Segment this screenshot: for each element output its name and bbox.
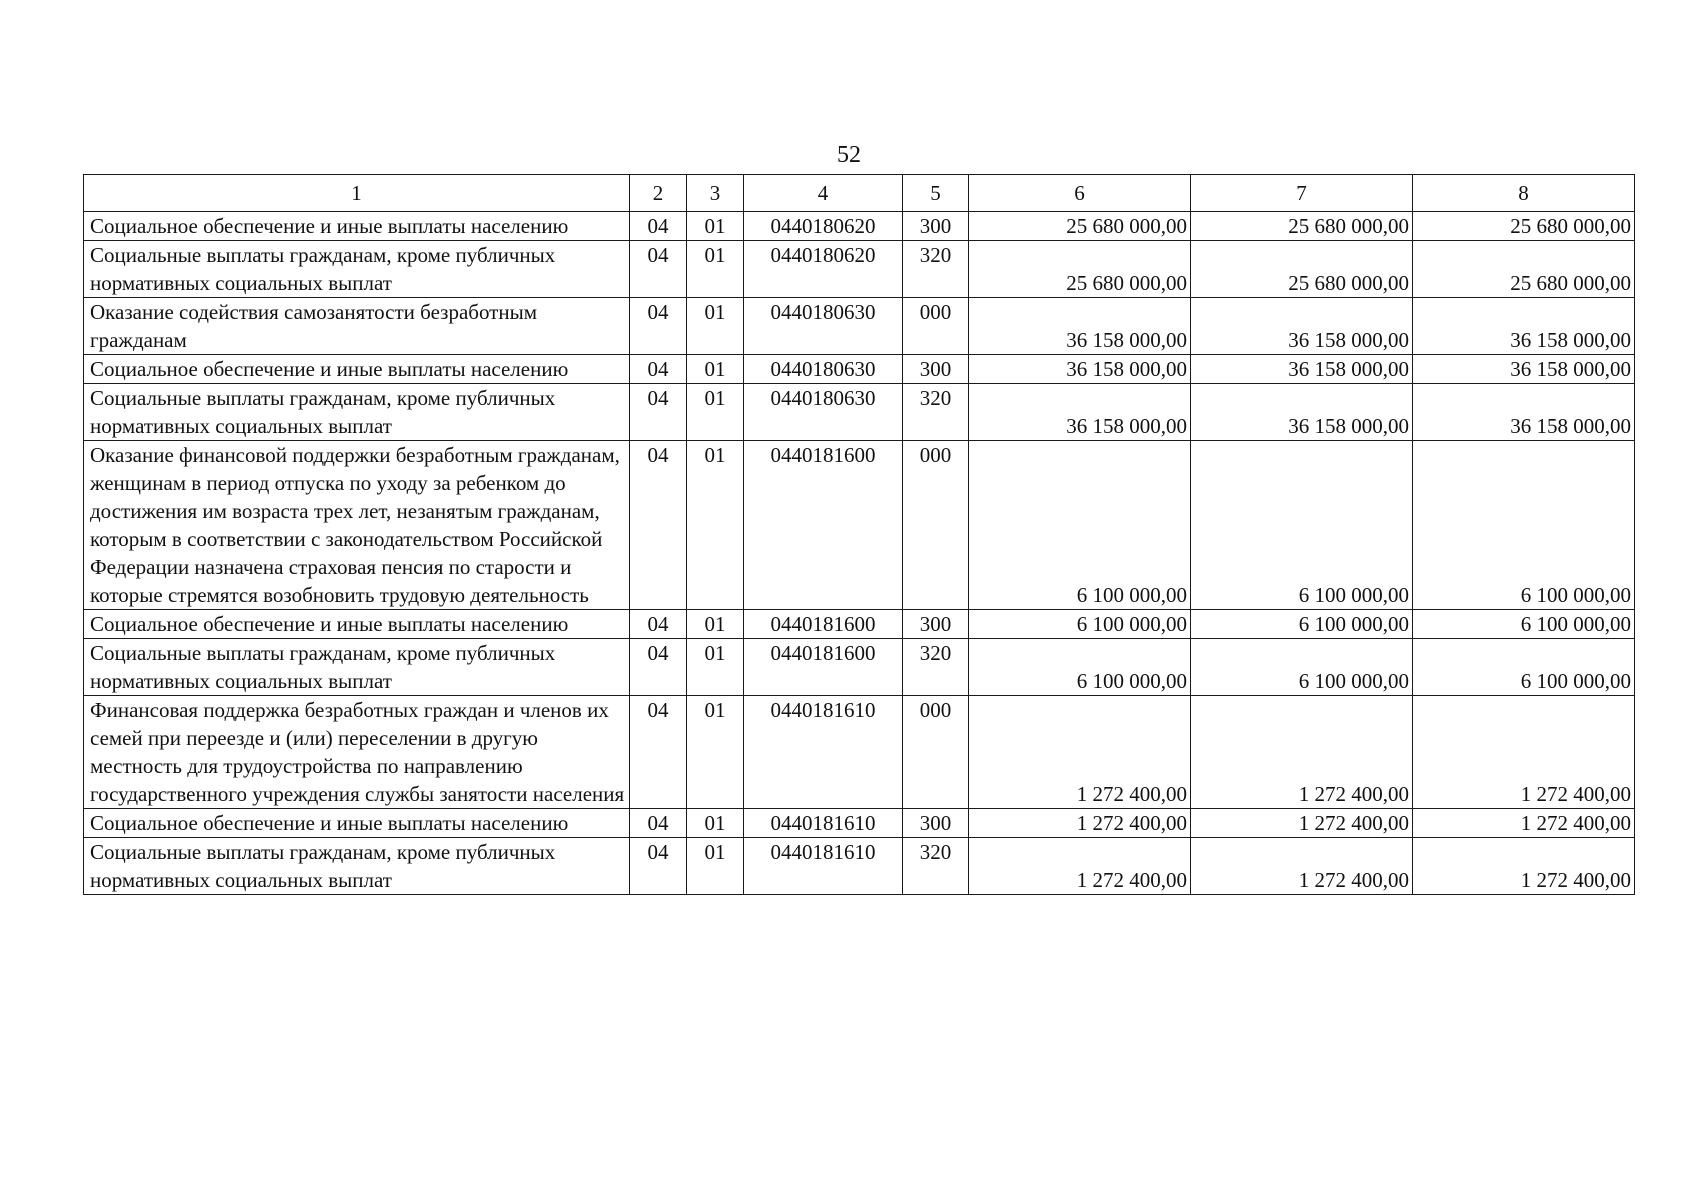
expense-type-code: 000	[903, 298, 969, 355]
expense-name: Социальное обеспечение и иные выплаты населению	[84, 212, 630, 241]
table-row	[84, 696, 1635, 809]
section-code: 04	[630, 384, 687, 441]
expense-type-code: 320	[903, 639, 969, 696]
amount-column-8: 6 100 000,00	[1413, 610, 1635, 639]
table-body	[84, 212, 1635, 895]
column-header-5: 5	[903, 175, 969, 212]
amount-column-6: 1 272 400,00	[969, 838, 1191, 895]
table-row	[84, 355, 1635, 384]
amount-column-7: 1 272 400,00	[1191, 838, 1413, 895]
amount-column-8: 25 680 000,00	[1413, 212, 1635, 241]
target-article-code: 0440180630	[744, 298, 903, 355]
expense-type-code: 300	[903, 212, 969, 241]
section-code: 04	[630, 838, 687, 895]
amount-column-6: 6 100 000,00	[969, 639, 1191, 696]
expense-name: Социальное обеспечение и иные выплаты населению	[84, 355, 630, 384]
target-article-code: 0440181600	[744, 639, 903, 696]
expense-type-code: 000	[903, 696, 969, 809]
amount-column-6: 1 272 400,00	[969, 809, 1191, 838]
expense-type-code: 300	[903, 355, 969, 384]
table-row	[84, 838, 1635, 895]
page-number: 52	[837, 142, 861, 168]
amount-column-7: 6 100 000,00	[1191, 441, 1413, 610]
column-header-7: 7	[1191, 175, 1413, 212]
amount-column-6: 1 272 400,00	[969, 696, 1191, 809]
table-row	[84, 809, 1635, 838]
amount-column-8: 1 272 400,00	[1413, 809, 1635, 838]
target-article-code: 0440181610	[744, 696, 903, 809]
table-header	[84, 175, 1635, 212]
target-article-code: 0440181610	[744, 838, 903, 895]
expense-name: Оказание содействия самозанятости безработным гражданам	[84, 298, 630, 355]
target-article-code: 0440181610	[744, 809, 903, 838]
target-article-code: 0440180630	[744, 384, 903, 441]
subsection-code: 01	[687, 809, 744, 838]
expense-type-code: 320	[903, 384, 969, 441]
expense-name: Социальные выплаты гражданам, кроме публичных нормативных социальных выплат	[84, 639, 630, 696]
table-row	[84, 212, 1635, 241]
target-article-code: 0440181600	[744, 610, 903, 639]
amount-column-6: 36 158 000,00	[969, 355, 1191, 384]
section-code: 04	[630, 441, 687, 610]
section-code: 04	[630, 241, 687, 298]
target-article-code: 0440180630	[744, 355, 903, 384]
target-article-code: 0440181600	[744, 441, 903, 610]
amount-column-6: 6 100 000,00	[969, 441, 1191, 610]
header-row	[84, 175, 1635, 212]
amount-column-7: 36 158 000,00	[1191, 384, 1413, 441]
table-row	[84, 441, 1635, 610]
amount-column-8: 36 158 000,00	[1413, 355, 1635, 384]
expense-type-code: 320	[903, 241, 969, 298]
expense-type-code: 300	[903, 809, 969, 838]
target-article-code: 0440180620	[744, 241, 903, 298]
amount-column-8: 6 100 000,00	[1413, 441, 1635, 610]
column-header-6: 6	[969, 175, 1191, 212]
amount-column-8: 36 158 000,00	[1413, 384, 1635, 441]
budget-table	[83, 174, 1635, 895]
subsection-code: 01	[687, 696, 744, 809]
table-row	[84, 241, 1635, 298]
section-code: 04	[630, 212, 687, 241]
table-row	[84, 384, 1635, 441]
amount-column-8: 25 680 000,00	[1413, 241, 1635, 298]
amount-column-6: 36 158 000,00	[969, 384, 1191, 441]
subsection-code: 01	[687, 441, 744, 610]
expense-name: Социальное обеспечение и иные выплаты населению	[84, 809, 630, 838]
amount-column-7: 36 158 000,00	[1191, 298, 1413, 355]
subsection-code: 01	[687, 610, 744, 639]
subsection-code: 01	[687, 241, 744, 298]
amount-column-6: 6 100 000,00	[969, 610, 1191, 639]
amount-column-8: 36 158 000,00	[1413, 298, 1635, 355]
expense-name: Социальные выплаты гражданам, кроме публичных нормативных социальных выплат	[84, 838, 630, 895]
amount-column-7: 25 680 000,00	[1191, 212, 1413, 241]
target-article-code: 0440180620	[744, 212, 903, 241]
amount-column-6: 25 680 000,00	[969, 241, 1191, 298]
expense-name: Социальное обеспечение и иные выплаты населению	[84, 610, 630, 639]
amount-column-7: 1 272 400,00	[1191, 809, 1413, 838]
section-code: 04	[630, 809, 687, 838]
subsection-code: 01	[687, 639, 744, 696]
column-header-3: 3	[687, 175, 744, 212]
section-code: 04	[630, 355, 687, 384]
expense-name: Социальные выплаты гражданам, кроме публичных нормативных социальных выплат	[84, 384, 630, 441]
amount-column-6: 25 680 000,00	[969, 212, 1191, 241]
subsection-code: 01	[687, 384, 744, 441]
expense-type-code: 320	[903, 838, 969, 895]
expense-name: Социальные выплаты гражданам, кроме публичных нормативных социальных выплат	[84, 241, 630, 298]
expense-name: Финансовая поддержка безработных граждан и членов их семей при переезде и (или) переселении в другую местность для трудоустройства по направлению государственного учреждения службы занятости населения	[84, 696, 630, 809]
expense-type-code: 300	[903, 610, 969, 639]
subsection-code: 01	[687, 298, 744, 355]
amount-column-8: 1 272 400,00	[1413, 696, 1635, 809]
column-header-4: 4	[744, 175, 903, 212]
amount-column-8: 6 100 000,00	[1413, 639, 1635, 696]
subsection-code: 01	[687, 838, 744, 895]
table-row	[84, 298, 1635, 355]
expense-name: Оказание финансовой поддержки безработным гражданам, женщинам в период отпуска по уходу за ребенком до достижения им возраста трех лет, незанятым гражданам, которым в соответствии с законодательством Российской Федерации назначена страховая пенсия по старости и которые стремятся возобновить трудовую деятельность	[84, 441, 630, 610]
amount-column-7: 6 100 000,00	[1191, 610, 1413, 639]
column-header-8: 8	[1413, 175, 1635, 212]
column-header-2: 2	[630, 175, 687, 212]
section-code: 04	[630, 639, 687, 696]
section-code: 04	[630, 696, 687, 809]
subsection-code: 01	[687, 212, 744, 241]
amount-column-7: 25 680 000,00	[1191, 241, 1413, 298]
amount-column-7: 36 158 000,00	[1191, 355, 1413, 384]
section-code: 04	[630, 610, 687, 639]
table-row	[84, 639, 1635, 696]
column-header-1: 1	[84, 175, 630, 212]
section-code: 04	[630, 298, 687, 355]
amount-column-8: 1 272 400,00	[1413, 838, 1635, 895]
amount-column-6: 36 158 000,00	[969, 298, 1191, 355]
subsection-code: 01	[687, 355, 744, 384]
amount-column-7: 6 100 000,00	[1191, 639, 1413, 696]
table-row	[84, 610, 1635, 639]
amount-column-7: 1 272 400,00	[1191, 696, 1413, 809]
expense-type-code: 000	[903, 441, 969, 610]
